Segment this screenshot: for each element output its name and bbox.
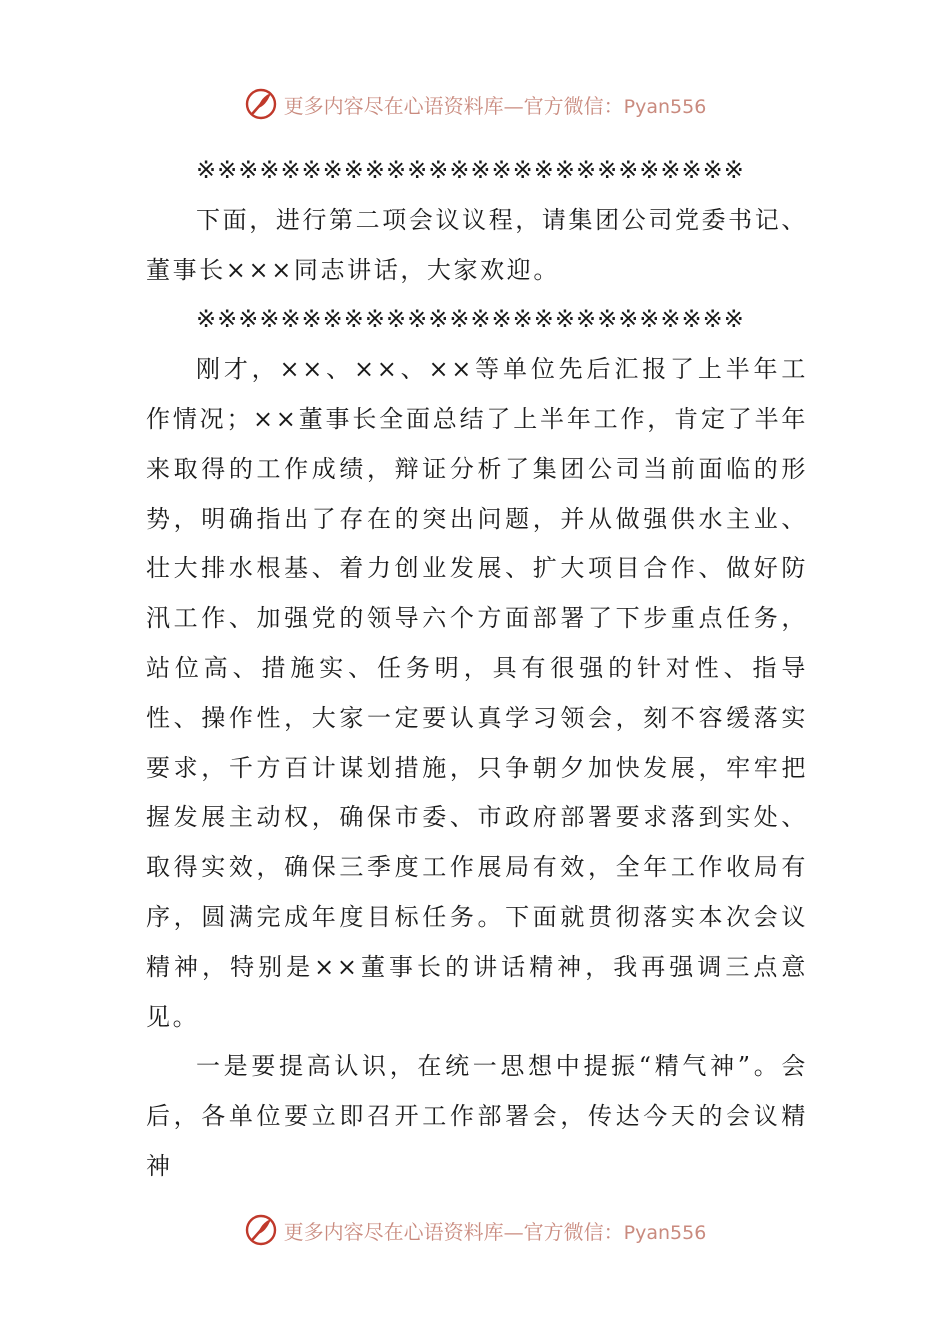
quill-logo-icon <box>244 1213 278 1247</box>
watermark-text: 更多内容尽在心语资料库—官方微信：Pyan556 <box>283 93 707 118</box>
watermark-banner-bottom <box>0 1208 950 1252</box>
paragraph: 下面，进行第二项会议议程，请集团公司党委书记、董事长×××同志讲话，大家欢迎。 <box>146 205 808 284</box>
watermark-banner-top <box>0 82 950 126</box>
paragraph: 刚才，××、××、××等单位先后汇报了上半年工作情况；××董事长全面总结了上半年工作，肯定了半年来取得的工作成绩，辩证分析了集团公司当前面临的形势，明确指出了存在的突出问题，并从做强供水主业、壮大排水根基、着力创业发展、扩大项目合作、做好防汛工作、加强党的领导六个方面部署了下步重点任务，站位高、措施实、任务明，具有很强的针对性、指导性、操作性，大家一定要认真学习领会，刻不容缓落实要求，千方百计谋划措施，只争朝夕加快发展，牢牢把握发展主动权，确保市委、市政府部署要求落到实处、取得实效，确保三季度工作展局有效，全年工作收局有序，圆满完成年度目标任务。下面就贯彻落实本次会议精神，特别是××董事长的讲话精神，我再强调三点意见。 <box>146 355 808 1031</box>
paragraph: 一是要提高认识，在统一思想中提振“精气神”。会后，各单位要立即召开工作部署会，传达今天的会议精神 <box>146 1052 808 1180</box>
separator-line: ※※※※※※※※※※※※※※※※※※※※※※※※※※ <box>196 156 745 184</box>
separator-line: ※※※※※※※※※※※※※※※※※※※※※※※※※※ <box>196 305 745 334</box>
document-body <box>146 146 808 1192</box>
quill-logo-icon <box>244 87 278 121</box>
watermark-text: 更多内容尽在心语资料库—官方微信：Pyan556 <box>283 1219 707 1244</box>
